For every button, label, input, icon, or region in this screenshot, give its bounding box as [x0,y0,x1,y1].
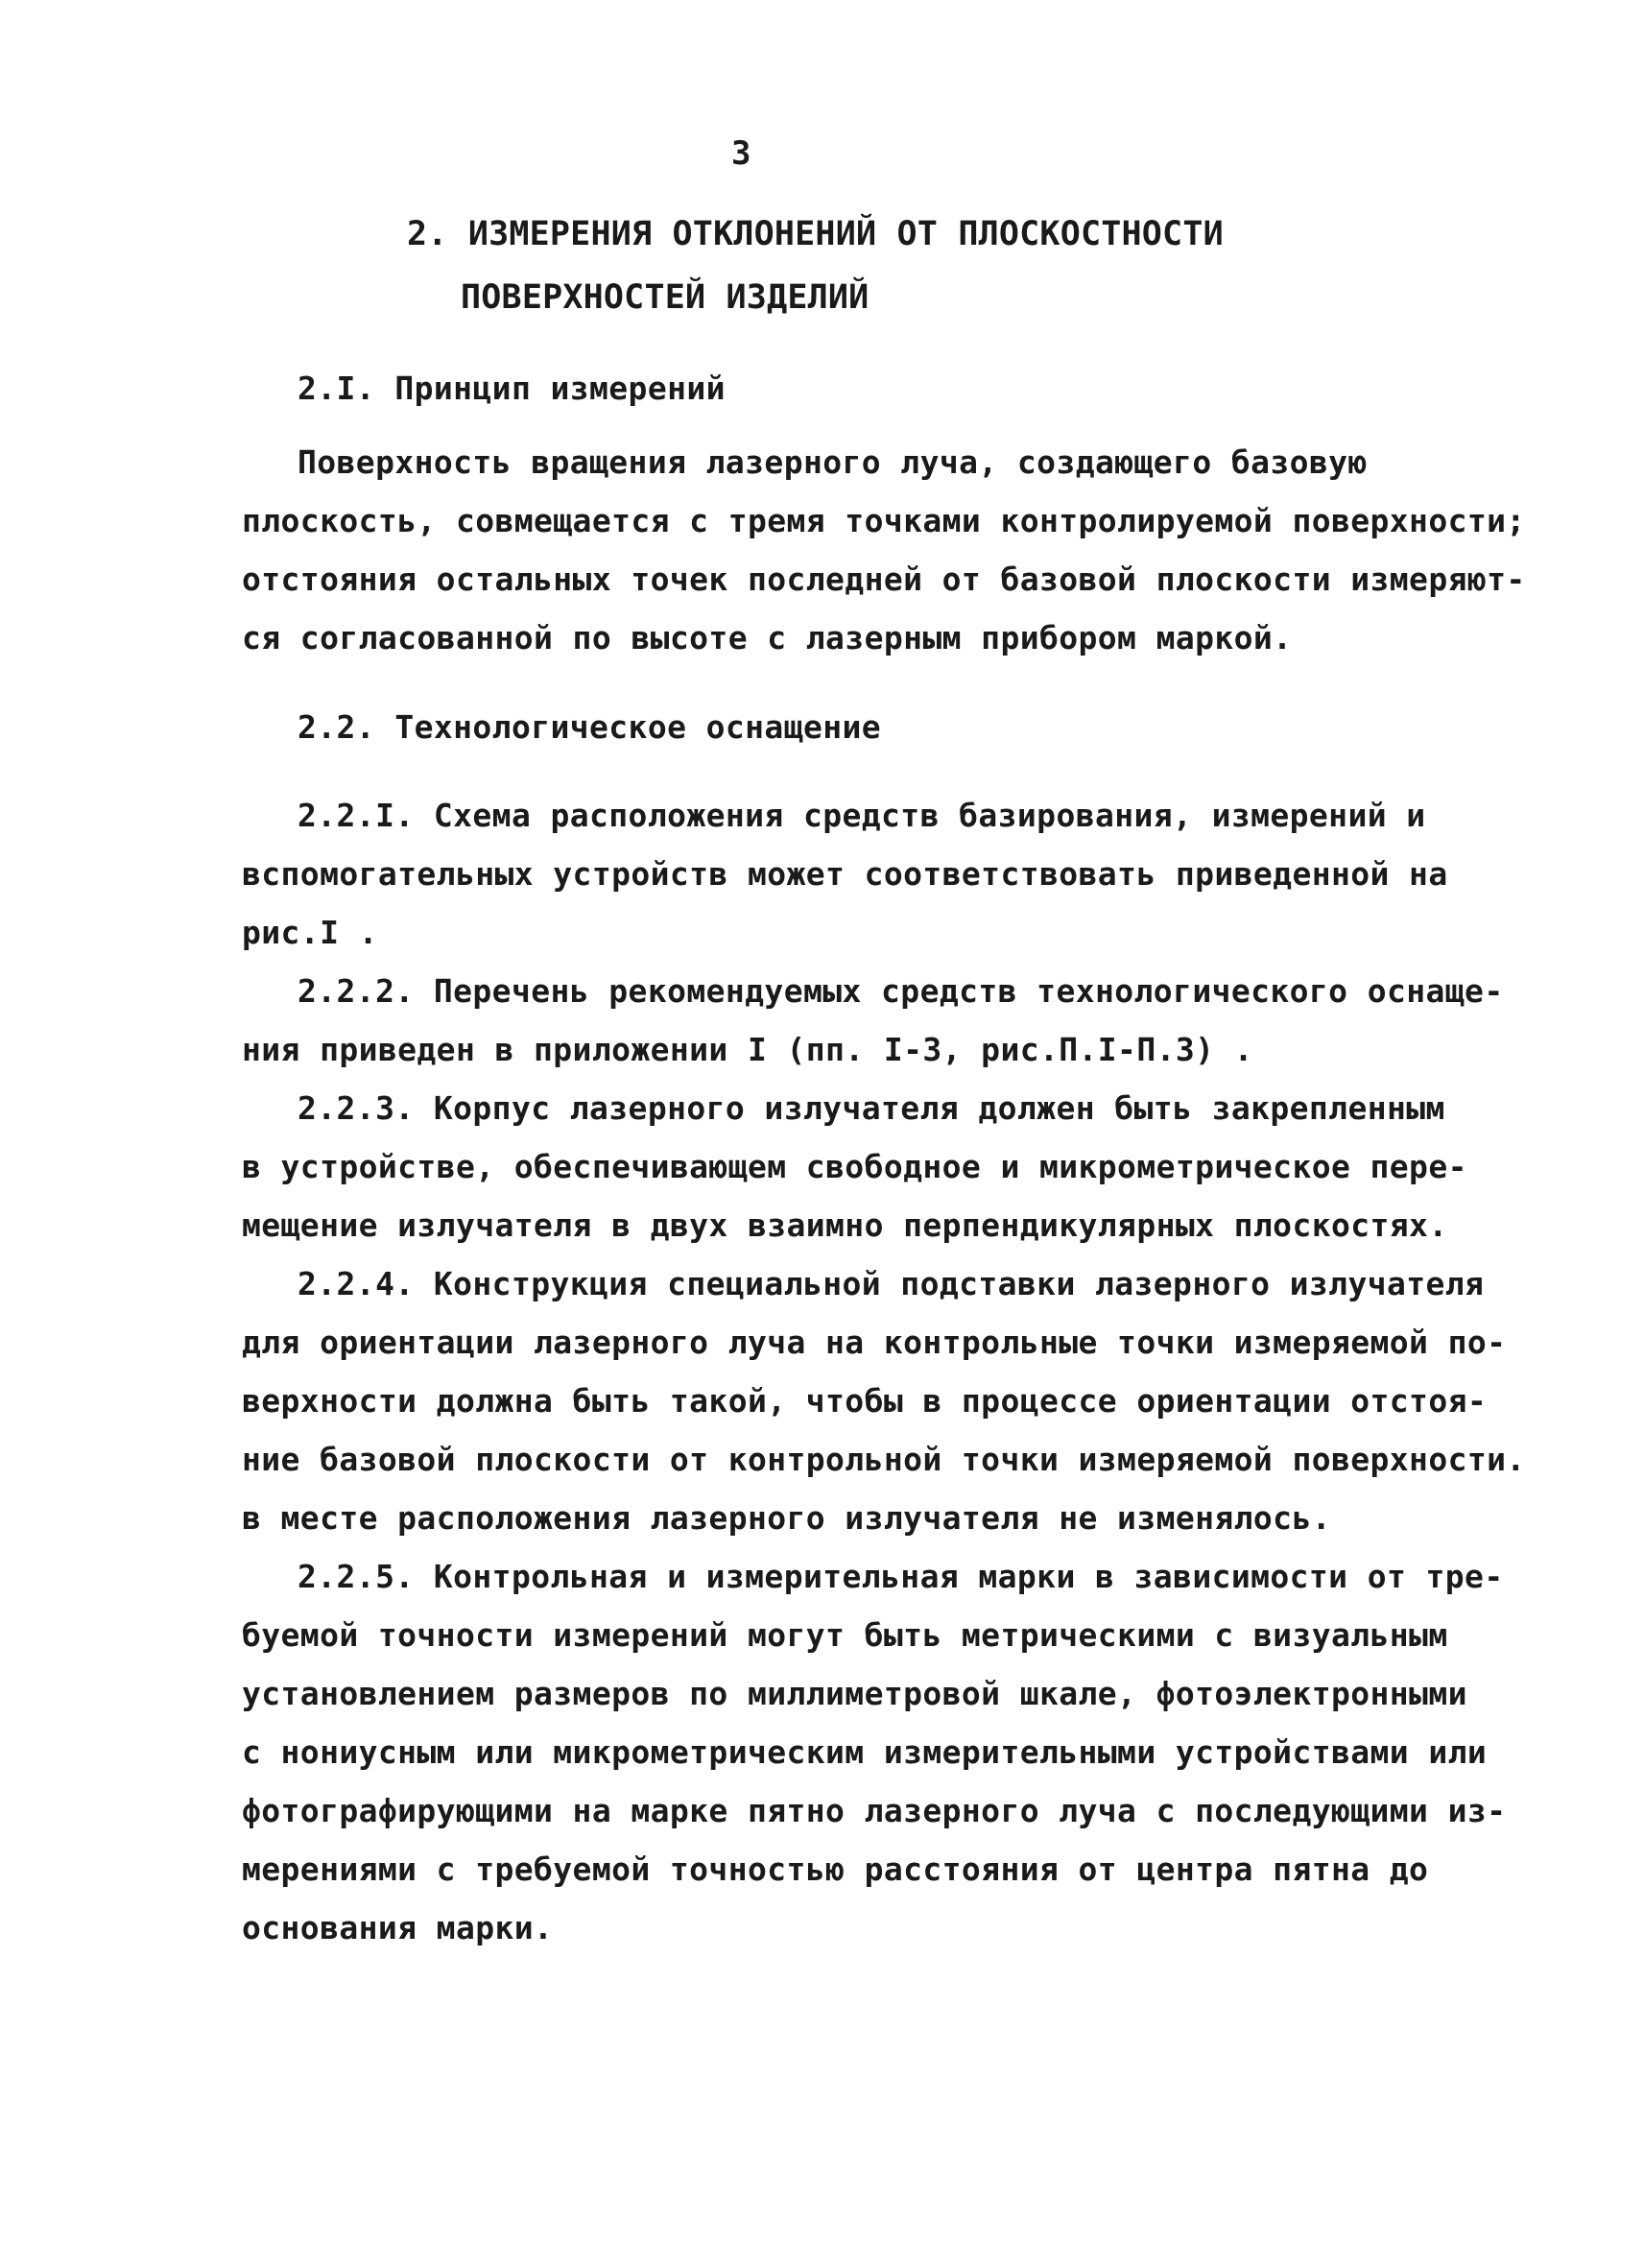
para-2-2-4-line-1: 2.2.4. Конструкция специальной подставки лазерного излучателя [298,1265,1485,1302]
para-2-2-5-line-2: буемой точности измерений могут быть метрическими с визуальным [242,1616,1448,1654]
para-2-2-4-line-3: верхности должна быть такой, чтобы в процессе ориентации отстоя- [242,1382,1488,1420]
para-2-2-3-line-1: 2.2.3. Корпус лазерного излучателя должен быть закрепленным [298,1089,1445,1127]
para-2-2-5-line-3: установлением размеров по миллиметровой шкале, фотоэлектронными [242,1675,1467,1712]
para-2-2-4-line-4: ние базовой плоскости от контрольной точки измеряемой поверхности. [242,1441,1526,1478]
para-2-2-2-line-2: ния приведен в приложении I (пп. I-3, рис.П.I-П.3) . [242,1031,1253,1068]
para-2-2-5-line-5: фотографирующими на марке пятно лазерного луча с последующими из- [242,1792,1507,1829]
section-title-line-2: ПОВЕРХНОСТЕЙ ИЗДЕЛИЙ [461,278,870,317]
page-number: 3 [731,134,751,173]
para-2-2-3-line-2: в устройстве, обеспечивающем свободное и микрометрическое пере- [242,1148,1467,1185]
para-2-1-line-3: отстояния остальных точек последней от базовой плоскости измеряют- [242,561,1526,598]
para-2-2-5-line-1: 2.2.5. Контрольная и измерительная марки в зависимости от тре- [298,1558,1504,1595]
para-2-2-1-line-3: рис.I . [242,914,378,951]
para-2-2-1-line-1: 2.2.I. Схема расположения средств базирования, измерений и [298,797,1426,834]
para-2-2-3-line-3: мещение излучателя в двух взаимно перпендикулярных плоскостях. [242,1206,1448,1244]
para-2-1-line-4: ся согласованной по высоте с лазерным прибором маркой. [242,619,1293,657]
para-2-2-5-line-7: основания марки. [242,1909,554,1946]
para-2-1-line-1: Поверхность вращения лазерного луча, создающего базовую [298,443,1368,481]
para-2-2-4-line-2: для ориентации лазерного луча на контрольные точки измеряемой по- [242,1324,1507,1361]
para-2-2-1-line-2: вспомогательных устройств может соответствовать приведенной на [242,855,1448,893]
para-2-2-4-line-5: в месте расположения лазерного излучателя не изменялось. [242,1499,1331,1537]
section-title-line-1: 2. ИЗМЕРЕНИЯ ОТКЛОНЕНИЙ ОТ ПЛОСКОСТНОСТИ [407,215,1224,253]
subsection-2-1-heading: 2.I. Принцип измерений [298,370,726,407]
para-2-2-2-line-1: 2.2.2. Перечень рекомендуемых средств технологического оснаще- [298,972,1504,1010]
subsection-2-2-heading: 2.2. Технологическое оснащение [298,708,882,746]
para-2-2-5-line-4: с нониусным или микрометрическим измерительными устройствами или [242,1733,1488,1771]
para-2-1-line-2: плоскость, совмещается с тремя точками контролируемой поверхности; [242,502,1526,539]
para-2-2-5-line-6: мерениями с требуемой точностью расстояния от центра пятна до [242,1850,1429,1888]
